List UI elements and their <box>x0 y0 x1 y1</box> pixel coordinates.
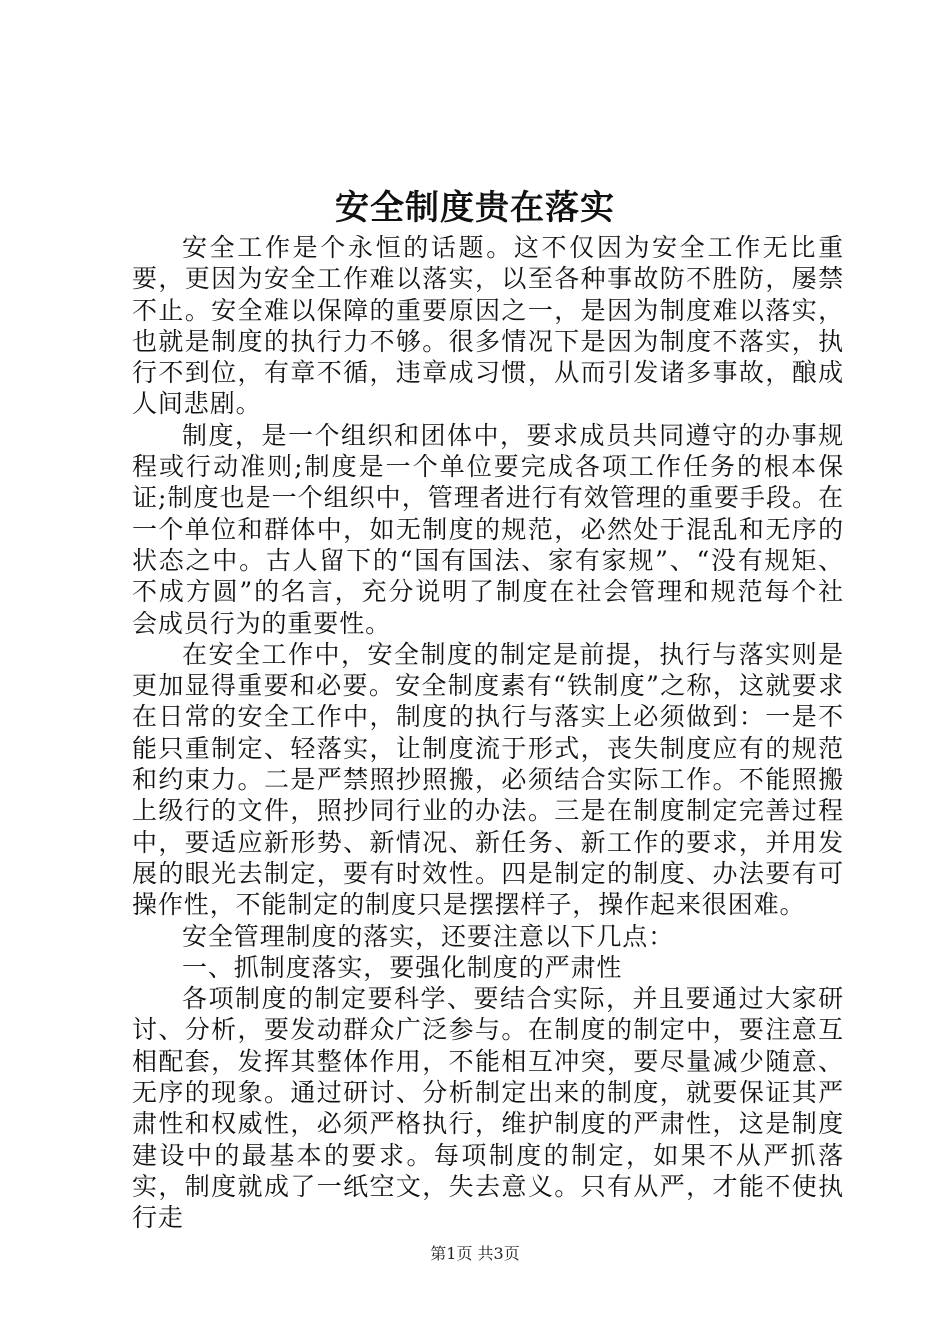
paragraph-intro: 安全工作是个永恒的话题。这不仅因为安全工作无比重要，更因为安全工作难以落实，以至各种事故防不胜防，屡禁不止。安全难以保障的重要原因之一，是因为制度难以落实，也就是制度的执行力不够。很多情况下是因为制度不落实，执行不到位，有章不循，违章成习惯，从而引发诸多事故，酿成人间悲剧。 <box>132 233 844 419</box>
document-body <box>132 232 844 1234</box>
page-footer: 第1页 共3页 <box>430 1244 520 1263</box>
paragraph-section-1: 各项制度的制定要科学、要结合实际，并且要通过大家研讨、分析，要发动群众广泛参与。在制度的制定中，要注意互相配套，发挥其整体作用，不能相互冲突，要尽量减少随意、无序的现象。通过研讨、分析制定出来的制度，就要保证其严肃性和权威性，必须严格执行，维护制度的严肃性，这是制度建设中的最基本的要求。每项制度的制定，如果不从严抓落实，制度就成了一纸空文，失去意义。只有从严，才能不使执行走 <box>132 984 844 1233</box>
paragraph-requirements: 在安全工作中，安全制度的制定是前提，执行与落实则是更加显得重要和必要。安全制度素有“铁制度”之称，这就要求在日常的安全工作中，制度的执行与落实上必须做到：一是不能只重制定、轻落实，让制度流于形式，丧失制度应有的规范和约束力。二是严禁照抄照搬，必须结合实际工作。不能照搬上级行的文件，照抄同行业的办法。三是在制度制定完善过程中，要适应新形势、新情况、新任务、新工作的要求，并用发展的眼光去制定，要有时效性。四是制定的制度、办法要有可操作性，不能制定的制度只是摆摆样子，操作起来很困难。 <box>132 639 844 920</box>
paragraph-definition: 制度，是一个组织和团体中，要求成员共同遵守的办事规程或行动准则;制度是一个单位要完成各项工作任务的根本保证;制度也是一个组织中，管理者进行有效管理的重要手段。在一个单位和群体中，如无制度的规范，必然处于混乱和无序的状态之中。古人留下的“国有国法、家有家规”、“没有规矩、不成方圆”的名言，充分说明了制度在社会管理和规范每个社会成员行为的重要性。 <box>132 420 844 638</box>
section-heading-1: 一、抓制度落实，要强化制度的严肃性 <box>182 952 623 982</box>
paragraph-notes-intro: 安全管理制度的落实，还要注意以下几点： <box>182 921 675 951</box>
document-title: 安全制度贵在落实 <box>335 188 615 228</box>
